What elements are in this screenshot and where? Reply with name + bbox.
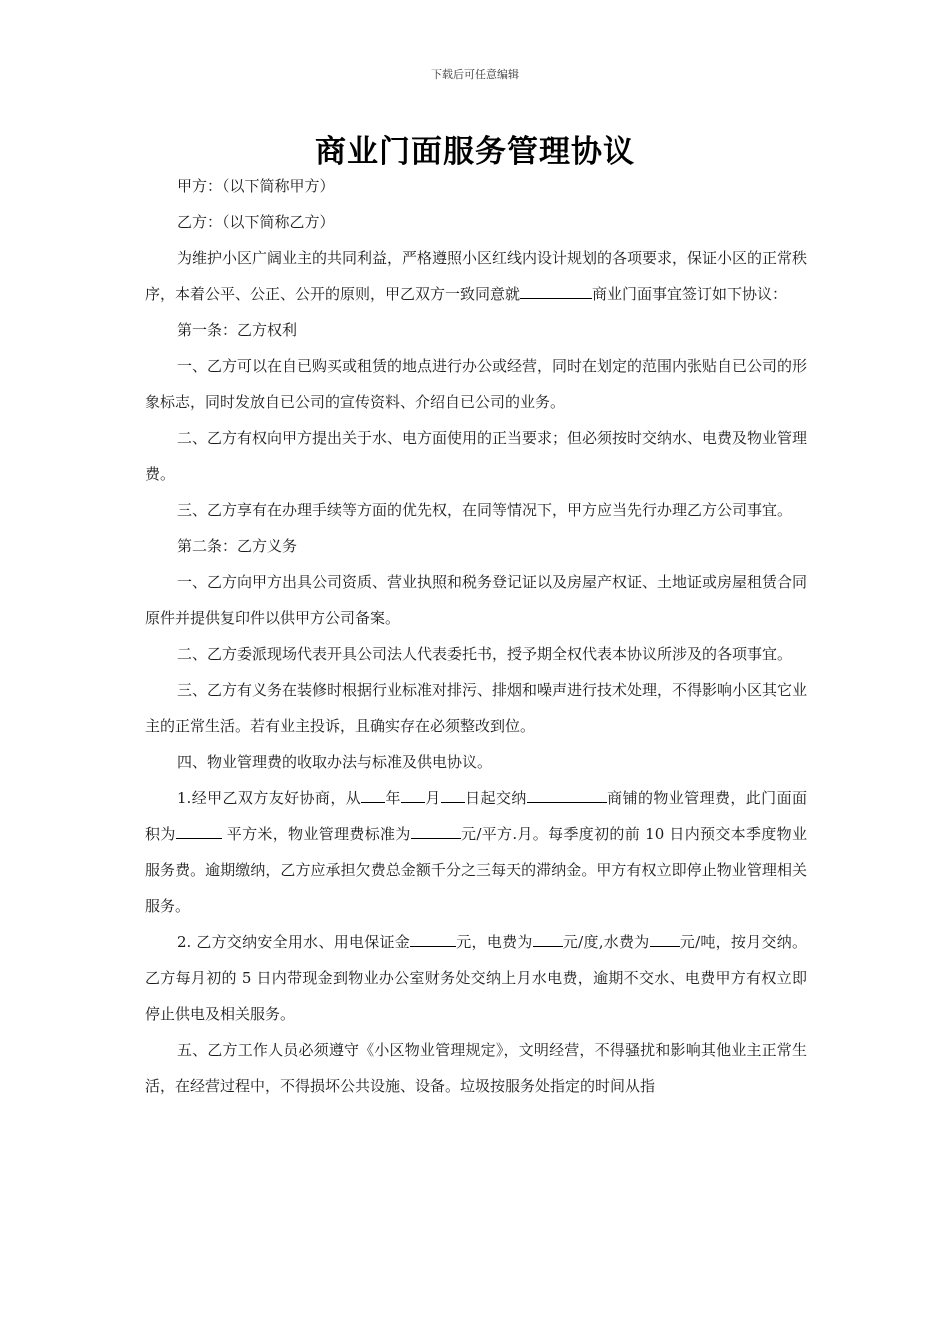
article-1-clause-3: 三、乙方享有在办理手续等方面的优先权，在同等情况下，甲方应当先行办理乙方公司事宜。: [177, 501, 793, 519]
blank-field: [411, 816, 461, 839]
blank-field: [520, 276, 592, 299]
blank-field: [527, 780, 607, 803]
header-note: 下载后可任意编辑: [431, 68, 519, 81]
fee-clause-2: 2. 乙方交纳安全用水、用电保证金 元，电费为 元/度,水费为 元/吨，按月交纳。乙方每月初的 5 日内带现金到物业办公室财务处交纳上月水电费，逾期不交水、电费甲方有权立即停止供电及相关服务。: [145, 924, 807, 1032]
blank-field: [533, 924, 563, 947]
article-2-clause-2: 二、乙方委派现场代表开具公司法人代表委托书，授予期全权代表本协议所涉及的各项事宜。: [177, 645, 793, 663]
fee-clause-1: 1.经甲乙双方友好协商，从 年 月 日起交纳 商铺的物业管理费，此门面面积为 平方米，物业管理费标准为 元/平方.月。每季度初的前 10 日内预交本季度物业服务费。逾期缴纳，乙方应承担欠费总金额千分之三每天的滞纳金。甲方有权立即停止物业管理相关服务。: [145, 780, 807, 924]
blank-field: [410, 924, 456, 947]
article-1-title: 第一条：乙方权利: [177, 321, 298, 339]
party-b-line: 乙方：（以下简称乙方）: [177, 213, 335, 231]
article-2-clause-3: 三、乙方有义务在装修时根据行业标准对排污、排烟和噪声进行技术处理，不得影响小区其它业主的正常生活。若有业主投诉，且确实存在必须整改到位。: [145, 681, 808, 735]
intro-paragraph: 为维护小区广阔业主的共同利益，严格遵照小区红线内设计规划的各项要求，保证小区的正常秩序，本着公平、公正、公开的原则，甲乙双方一致同意就 商业门面事宜签订如下协议：: [145, 249, 808, 303]
article-2-clause-5: 五、乙方工作人员必须遵守《小区物业管理规定》，文明经营，不得骚扰和影响其他业主正常生活，在经营过程中，不得损坏公共设施、设备。垃圾按服务处指定的时间从指: [145, 1041, 807, 1095]
blank-field: [361, 780, 385, 803]
blank-field: [401, 780, 425, 803]
party-a-line: 甲方：（以下简称甲方）: [177, 177, 335, 195]
article-2-clause-4: 四、物业管理费的收取办法与标准及供电协议。: [177, 753, 493, 771]
document-body: [145, 168, 807, 1104]
blank-field: [176, 816, 222, 839]
article-1-clause-1: 一、乙方可以在自已购买或租赁的地点进行办公或经营，同时在划定的范围内张贴自已公司的形象标志，同时发放自已公司的宣传资料、介绍自已公司的业务。: [145, 357, 808, 411]
document-title: 商业门面服务管理协议: [315, 134, 635, 170]
article-2-clause-1: 一、乙方向甲方出具公司资质、营业执照和税务登记证以及房屋产权证、土地证或房屋租赁合同原件并提供复印件以供甲方公司备案。: [145, 573, 808, 627]
blank-field: [650, 924, 680, 947]
article-1-clause-2: 二、乙方有权向甲方提出关于水、电方面使用的正当要求；但必须按时交纳水、电费及物业管理费。: [145, 429, 808, 483]
article-2-title: 第二条：乙方义务: [177, 537, 298, 555]
blank-field: [441, 780, 465, 803]
